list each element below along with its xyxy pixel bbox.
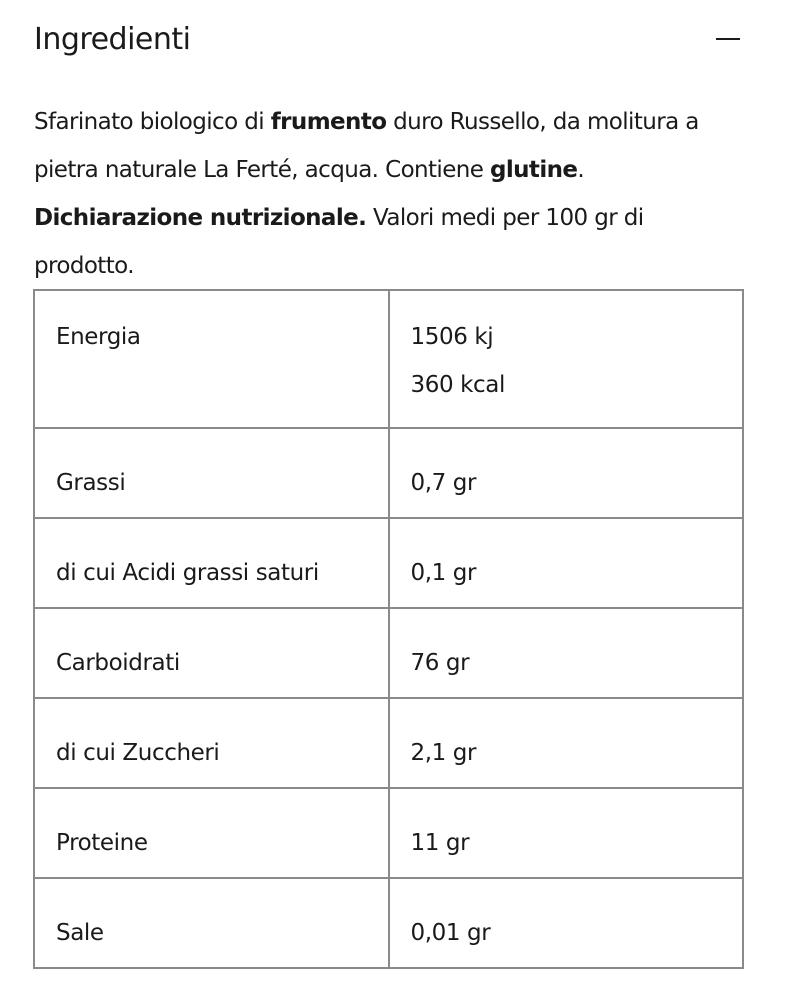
nutrient-value: 360 kcal xyxy=(410,372,505,398)
nutrient-label: Energia xyxy=(56,324,141,350)
nutrient-value: 0,01 gr xyxy=(410,920,491,946)
ingredients-description xyxy=(34,98,744,290)
nutrient-value: 76 gr xyxy=(410,650,470,676)
nutrient-label-cell xyxy=(34,608,389,698)
minus-icon[interactable] xyxy=(716,27,740,51)
nutrient-value-cell xyxy=(389,518,744,608)
nutrition-intro: Valori medi per 100 gr di prodotto. xyxy=(34,205,644,279)
table-row xyxy=(34,290,743,428)
nutrient-value: 1506 kj xyxy=(410,324,494,350)
nutrient-label: Proteine xyxy=(56,830,148,856)
nutrient-label-cell xyxy=(34,428,389,518)
nutrient-label-cell xyxy=(34,290,389,428)
nutrition-table xyxy=(33,289,744,969)
nutrient-label-cell xyxy=(34,698,389,788)
accordion-header-ingredienti[interactable] xyxy=(34,14,744,64)
table-row xyxy=(34,878,743,968)
nutrient-value: 0,7 gr xyxy=(410,470,477,496)
nutrient-value-cell xyxy=(389,608,744,698)
ingredients-text: duro Russello, da molitura a pietra naturale La Ferté, acqua. Contiene xyxy=(34,109,699,183)
ingredients-text: Sfarinato biologico di xyxy=(34,109,271,135)
ingredients-text: . xyxy=(577,157,585,183)
nutrient-value-cell xyxy=(389,878,744,968)
nutrient-value-cell xyxy=(389,788,744,878)
nutrient-label-cell xyxy=(34,788,389,878)
nutrient-label: Grassi xyxy=(56,470,126,496)
allergen-glutine: glutine xyxy=(490,157,578,183)
table-row xyxy=(34,518,743,608)
nutrient-label: Sale xyxy=(56,920,104,946)
nutrient-value: 2,1 gr xyxy=(410,740,477,766)
table-row xyxy=(34,788,743,878)
nutrient-value-cell xyxy=(389,428,744,518)
nutrient-value-cell xyxy=(389,698,744,788)
accordion-title: Ingredienti xyxy=(34,21,191,57)
table-row xyxy=(34,608,743,698)
nutrition-heading: Dichiarazione nutrizionale. xyxy=(34,205,367,231)
table-row xyxy=(34,428,743,518)
nutrient-label: di cui Zuccheri xyxy=(56,740,220,766)
nutrient-label: Carboidrati xyxy=(56,650,180,676)
allergen-frumento: frumento xyxy=(270,109,387,135)
nutrient-value: 11 gr xyxy=(410,830,470,856)
nutrient-label-cell xyxy=(34,878,389,968)
table-row xyxy=(34,698,743,788)
nutrient-value: 0,1 gr xyxy=(410,560,477,586)
nutrient-label-cell xyxy=(34,518,389,608)
nutrient-label: di cui Acidi grassi saturi xyxy=(56,560,319,586)
nutrient-value-cell xyxy=(389,290,744,428)
